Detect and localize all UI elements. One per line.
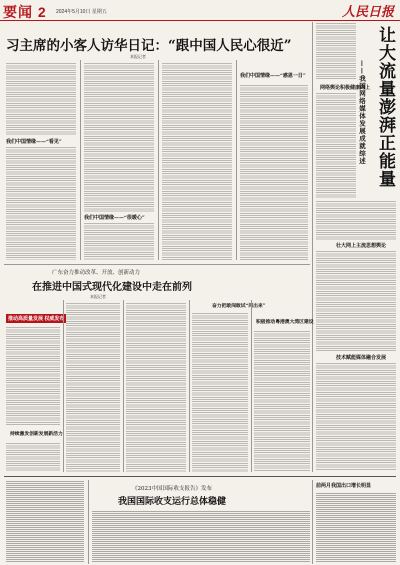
right-h3: 壮大网上主流思想舆论 — [336, 243, 387, 249]
right-body-2 — [316, 250, 396, 352]
bottom-center-body — [92, 510, 310, 562]
lead-body-col2 — [84, 62, 154, 212]
second-body-col5 — [254, 330, 310, 472]
second-body-col4 — [192, 312, 248, 472]
right-h1: 网络舆论积极健康向上 — [320, 85, 371, 91]
lead-body-col2b — [84, 222, 154, 260]
newspaper-logo: 人民日报 — [341, 5, 394, 20]
second-byline: 本报记者 — [90, 294, 106, 299]
second-body-col3 — [126, 302, 186, 472]
right-h4: 技术赋能媒体融合发展 — [336, 355, 387, 361]
second-col-a: 积极推动粤港澳大湾区建设 — [256, 319, 314, 325]
bottom-left-body — [6, 480, 84, 562]
bottom-right-headline: 前两月我国出口增长明显 — [316, 483, 372, 489]
second-kicker: 广东奋力推动改革、开放、创新动力 — [52, 270, 141, 276]
issue-date: 2024年5月10日 星期五 — [56, 9, 107, 15]
bottom-headline: 我国国际收支运行总体稳健 — [118, 497, 227, 507]
second-body-col1b — [6, 442, 60, 472]
bottom-right-body — [316, 492, 396, 562]
right-headline: 让大流量澎湃正能量 — [375, 26, 395, 188]
lead-headline: 习主席的小客人访华日记：“跟中国人民心很近” — [6, 38, 292, 54]
lead-subhead-b: 我们中国情缘——“感恩一日” — [240, 73, 306, 79]
second-body-col2 — [66, 302, 120, 472]
lead-body-col3 — [162, 62, 232, 260]
right-body-1 — [316, 92, 356, 198]
second-body-col1 — [6, 326, 60, 426]
second-headline: 在推进中国式现代化建设中走在前列 — [32, 282, 192, 293]
right-body-1b — [316, 200, 396, 240]
lead-kicker: 本报记者 — [130, 54, 146, 59]
lead-subhead-c: 我们中国情缘——“很暖心” — [84, 215, 145, 221]
right-subhead: ——我国网络媒体发展成就综述 — [358, 60, 366, 165]
lead-body-col1b — [6, 146, 76, 260]
section-number: 要闻 2 — [3, 4, 47, 20]
lead-body-col4 — [240, 84, 308, 260]
second-box-label: 推动高质量发展 权威发布 — [8, 316, 65, 322]
lead-subhead-a: 我们中国情缘——“看见” — [6, 139, 62, 145]
bottom-kicker: 《2023中国国际收支报告》发布 — [132, 486, 212, 492]
second-col-b: 奋力把敢闯敢试“闯出来” — [212, 303, 266, 309]
second-col-c: 持续激发创新发展新活力 — [10, 431, 63, 437]
right-intro — [316, 22, 356, 80]
lead-body-col1 — [6, 62, 76, 135]
right-body-3 — [316, 362, 396, 470]
